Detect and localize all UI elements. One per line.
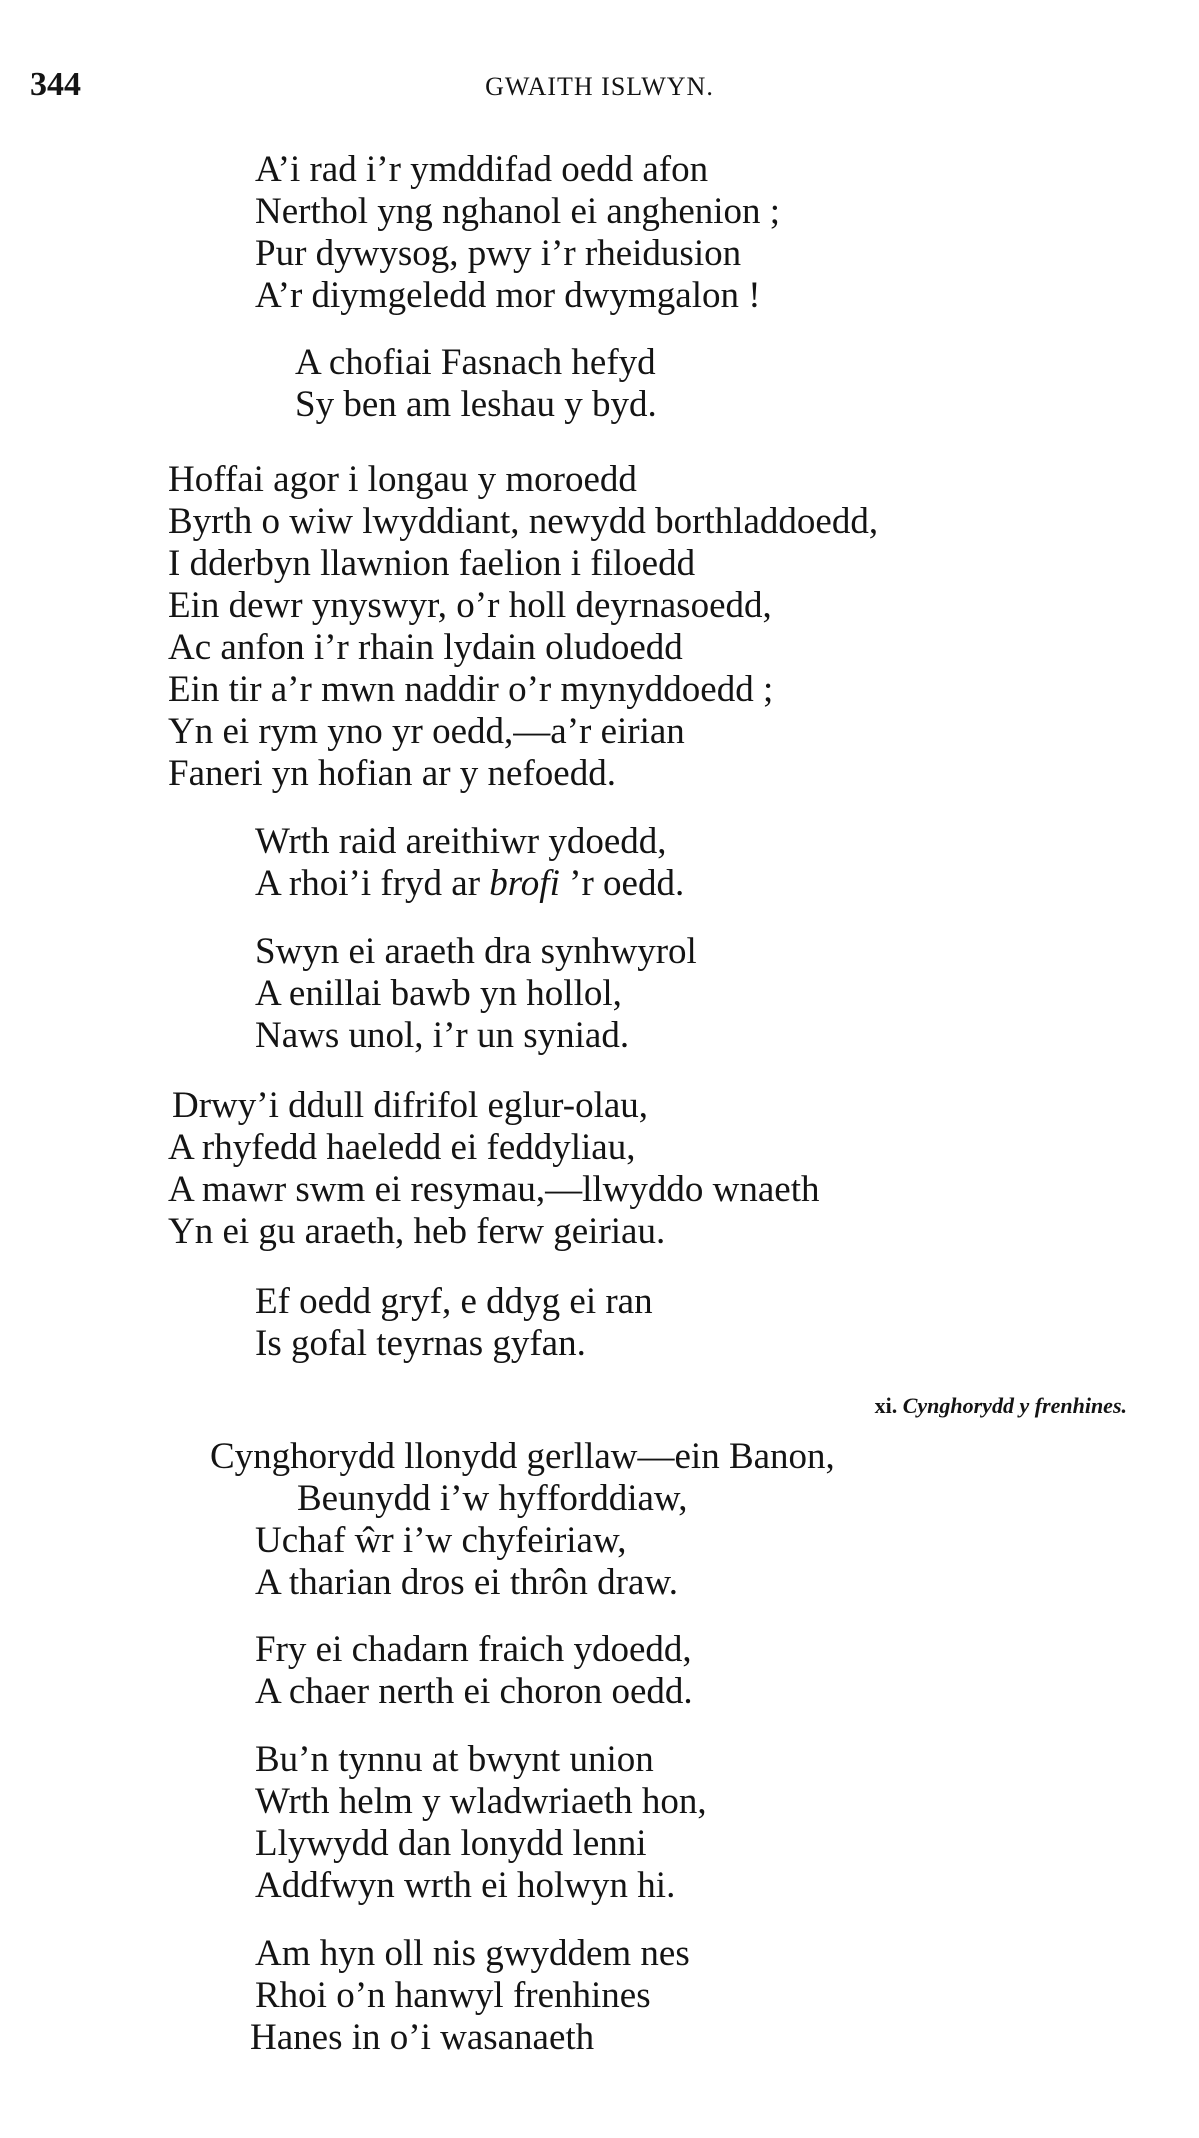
margin-note xyxy=(875,1393,1127,1419)
poem-line: Wrth raid areithiwr ydoedd, xyxy=(255,821,667,862)
poem-line: Uchaf ŵr i’w chyfeiriaw, xyxy=(255,1520,627,1561)
poem-line: Faneri yn hofian ar y nefoedd. xyxy=(168,753,616,794)
margin-note-text: Cynghorydd y frenhines. xyxy=(902,1393,1127,1418)
poem-line-text: A rhoi’i fryd ar xyxy=(255,863,490,904)
poem-line: A rhyfedd haeledd ei feddyliau, xyxy=(168,1127,636,1168)
poem-line: Wrth helm y wladwriaeth hon, xyxy=(255,1781,707,1822)
poem-line: I dderbyn llawnion faelion i filoedd xyxy=(168,543,696,584)
poem-line: Am hyn oll nis gwyddem nes xyxy=(255,1933,690,1974)
poem-line: Rhoi o’n hanwyl frenhines xyxy=(255,1975,651,2016)
poem-line: Hanes in o’i wasanaeth xyxy=(250,2017,595,2058)
running-title: GWAITH ISLWYN. xyxy=(485,72,714,101)
poem-line: Bu’n tynnu at bwynt union xyxy=(255,1739,654,1780)
poem-line: Hoffai agor i longau y moroedd xyxy=(168,459,637,500)
poem-line: A’r diymgeledd mor dwymgalon ! xyxy=(255,275,761,316)
poem-line: Nerthol yng nghanol ei anghenion ; xyxy=(255,191,781,232)
poem-line: Drwy’i ddull difrifol eglur-olau, xyxy=(172,1085,649,1126)
poem-line: Ef oedd gryf, e ddyg ei ran xyxy=(255,1281,653,1322)
poem-line: Fry ei chadarn fraich ydoedd, xyxy=(255,1629,692,1670)
poem-line-text: ’r oedd. xyxy=(559,863,685,904)
poem-line: Cynghorydd llonydd gerllaw—ein Banon, xyxy=(210,1436,835,1477)
poem-line: Ac anfon i’r rhain lydain oludoedd xyxy=(168,627,683,668)
poem-line: A enillai bawb yn hollol, xyxy=(255,973,622,1014)
poem-line: A mawr swm ei resymau,—llwyddo wnaeth xyxy=(168,1169,820,1210)
poem-line: Llywydd dan lonydd lenni xyxy=(255,1823,647,1864)
poem-line-italic: brofi xyxy=(489,863,560,904)
poem-line: Swyn ei araeth dra synhwyrol xyxy=(255,931,697,972)
poem-line: A chofiai Fasnach hefyd xyxy=(295,342,656,383)
poem-line: Byrth o wiw lwyddiant, newydd borthladdoedd, xyxy=(168,501,879,542)
poem-line: Pur dywysog, pwy i’r rheidusion xyxy=(255,233,742,274)
poem-line: A tharian dros ei thrôn draw. xyxy=(255,1562,678,1603)
poem-line: Naws unol, i’r un syniad. xyxy=(255,1015,630,1056)
poem-line: A chaer nerth ei choron oedd. xyxy=(255,1671,693,1712)
poem-line: Is gofal teyrnas gyfan. xyxy=(255,1323,586,1364)
poem-line: Ein tir a’r mwn naddir o’r mynyddoedd ; xyxy=(168,669,774,710)
page-number: 344 xyxy=(30,66,81,103)
poem-line: Sy ben am leshau y byd. xyxy=(295,384,657,425)
poem-line: Addfwyn wrth ei holwyn hi. xyxy=(255,1865,676,1906)
poem-line: Yn ei gu araeth, heb ferw geiriau. xyxy=(168,1211,666,1252)
poem-line xyxy=(255,864,684,904)
poem-line: Yn ei rym yno yr oedd,—a’r eirian xyxy=(168,711,685,752)
margin-note-number: xi. xyxy=(874,1393,898,1418)
poem-line: A’i rad i’r ymddifad oedd afon xyxy=(255,149,709,190)
poem-line: Ein dewr ynyswyr, o’r holl deyrnasoedd, xyxy=(168,585,772,626)
poem-line: Beunydd i’w hyfforddiaw, xyxy=(297,1478,688,1519)
